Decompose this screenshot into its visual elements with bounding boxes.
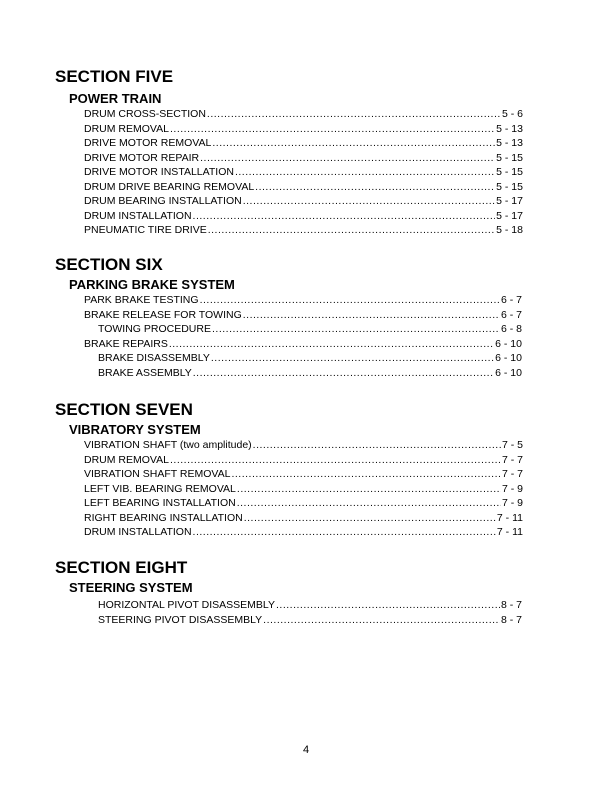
toc-entry-page: 6 - 10 <box>495 352 522 364</box>
toc-entry-page: 6 - 7 <box>500 294 522 306</box>
toc-entry[interactable] <box>84 337 522 352</box>
toc-list <box>0 438 612 540</box>
toc-entry-page: 7 - 11 <box>496 526 523 538</box>
leader-dots <box>253 438 501 453</box>
toc-entry-label: LEFT VIB. BEARING REMOVAL <box>84 482 236 495</box>
toc-entry[interactable] <box>84 496 523 511</box>
toc-entry-page: 8 - 7 <box>500 599 522 611</box>
toc-entry-label: DRUM REMOVAL <box>84 122 169 135</box>
leader-dots <box>276 598 500 613</box>
toc-entry-page: 6 - 8 <box>500 323 522 335</box>
leader-dots <box>170 122 495 137</box>
leader-dots <box>212 136 495 151</box>
toc-entry-label: DRIVE MOTOR REMOVAL <box>84 137 212 149</box>
toc-entry[interactable] <box>84 209 523 224</box>
toc-entry-label: VIBRATION SHAFT REMOVAL <box>84 468 231 480</box>
toc-entry-page: 5 - 6 <box>501 108 523 120</box>
leader-dots <box>243 194 495 209</box>
section-subtitle: STEERING SYSTEM <box>69 580 193 595</box>
toc-entry-page: 6 - 10 <box>495 337 522 350</box>
toc-entry-page: 5 - 15 <box>496 166 523 178</box>
leader-dots <box>244 511 496 526</box>
toc-entry-page: 7 - 7 <box>501 468 523 480</box>
leader-dots <box>193 366 494 381</box>
toc-entry-label: DRUM REMOVAL <box>84 453 169 466</box>
toc-entry-label: BRAKE REPAIRS <box>84 337 168 350</box>
leader-dots <box>263 613 500 628</box>
toc-entry-page: 7 - 11 <box>496 511 523 524</box>
leader-dots <box>208 223 495 238</box>
toc-entry[interactable] <box>84 511 523 526</box>
toc-entry-page: 5 - 13 <box>496 122 523 135</box>
toc-entry-label: BRAKE DISASSEMBLY <box>98 352 210 364</box>
toc-entry[interactable] <box>98 598 522 613</box>
leader-dots <box>231 467 501 482</box>
section-subtitle: VIBRATORY SYSTEM <box>69 422 201 437</box>
toc-entry-label: DRUM DRIVE BEARING REMOVAL <box>84 180 255 193</box>
leader-dots <box>255 180 495 195</box>
toc-entry[interactable] <box>84 308 522 323</box>
toc-entry-label: DRUM BEARING INSTALLATION <box>84 195 242 207</box>
toc-entry-label: DRUM INSTALLATION <box>84 209 192 222</box>
toc-entry-label: RIGHT BEARING INSTALLATION <box>84 511 243 524</box>
leader-dots <box>200 293 500 308</box>
toc-entry-page: 7 - 9 <box>501 482 523 495</box>
toc-entry-label: HORIZONTAL PIVOT DISASSEMBLY <box>98 599 275 611</box>
toc-entry-label: VIBRATION SHAFT (two amplitude) <box>84 439 252 451</box>
toc-entry[interactable] <box>84 107 523 122</box>
section-title: SECTION EIGHT <box>55 558 188 577</box>
toc-entry-page: 5 - 15 <box>496 180 523 193</box>
toc-entry-label: DRIVE MOTOR REPAIR <box>84 151 200 164</box>
toc-entry[interactable] <box>84 482 523 497</box>
toc-entry-page: 5 - 18 <box>496 224 523 236</box>
toc-entry[interactable] <box>84 180 523 195</box>
section-title: SECTION SEVEN <box>55 400 193 419</box>
toc-entry[interactable] <box>84 438 523 453</box>
toc-entry-page: 6 - 10 <box>495 366 522 379</box>
toc-entry-label: PARK BRAKE TESTING <box>84 294 199 306</box>
toc-entry-page: 7 - 5 <box>501 439 523 451</box>
toc-list <box>0 293 612 380</box>
toc-entry[interactable] <box>84 165 523 180</box>
page-number: 4 <box>302 744 310 756</box>
toc-entry[interactable] <box>84 136 523 151</box>
section-title: SECTION SIX <box>55 255 163 274</box>
toc-entry-page: 7 - 9 <box>501 497 523 509</box>
toc-entry[interactable] <box>84 293 522 308</box>
leader-dots <box>200 151 495 166</box>
toc-entry[interactable] <box>98 366 522 381</box>
toc-entry-label: BRAKE RELEASE FOR TOWING <box>84 308 242 321</box>
toc-entry-page: 5 - 17 <box>496 195 523 207</box>
toc-entry[interactable] <box>84 525 523 540</box>
toc-entry[interactable] <box>84 453 523 468</box>
toc-entry-page: 5 - 17 <box>496 209 523 222</box>
toc-entry-page: 5 - 13 <box>496 137 523 149</box>
toc-entry-label: DRUM INSTALLATION <box>84 526 192 538</box>
leader-dots <box>193 525 496 540</box>
leader-dots <box>169 337 494 352</box>
toc-entry-page: 7 - 7 <box>501 453 523 466</box>
toc-entry-label: LEFT BEARING INSTALLATION <box>84 497 236 509</box>
toc-entry-label: DRIVE MOTOR INSTALLATION <box>84 166 234 178</box>
toc-entry[interactable] <box>84 122 523 137</box>
toc-list <box>0 598 612 627</box>
toc-list <box>0 107 612 238</box>
leader-dots <box>211 351 494 366</box>
toc-entry[interactable] <box>84 151 523 166</box>
toc-entry-label: PNEUMATIC TIRE DRIVE <box>84 224 207 236</box>
toc-entry-page: 5 - 15 <box>496 151 523 164</box>
toc-entry-label: TOWING PROCEDURE <box>98 323 211 335</box>
toc-entry[interactable] <box>98 613 522 628</box>
leader-dots <box>243 308 500 323</box>
toc-entry[interactable] <box>84 467 523 482</box>
leader-dots <box>237 496 501 511</box>
toc-entry[interactable] <box>84 223 523 238</box>
toc-entry-label: BRAKE ASSEMBLY <box>98 366 192 379</box>
leader-dots <box>235 165 495 180</box>
section-title: SECTION FIVE <box>55 67 174 86</box>
toc-entry[interactable] <box>98 351 522 366</box>
toc-entry-label: STEERING PIVOT DISASSEMBLY <box>98 613 263 626</box>
toc-entry[interactable] <box>84 194 523 209</box>
leader-dots <box>212 322 500 337</box>
section-subtitle: POWER TRAIN <box>69 91 162 106</box>
leader-dots <box>207 107 501 122</box>
toc-entry-label: DRUM CROSS-SECTION <box>84 108 206 120</box>
leader-dots <box>193 209 496 224</box>
toc-entry-page: 8 - 7 <box>500 613 522 626</box>
toc-entry-page: 6 - 7 <box>500 308 522 321</box>
leader-dots <box>170 453 501 468</box>
toc-entry[interactable] <box>98 322 522 337</box>
leader-dots <box>237 482 501 497</box>
section-subtitle: PARKING BRAKE SYSTEM <box>69 277 235 292</box>
